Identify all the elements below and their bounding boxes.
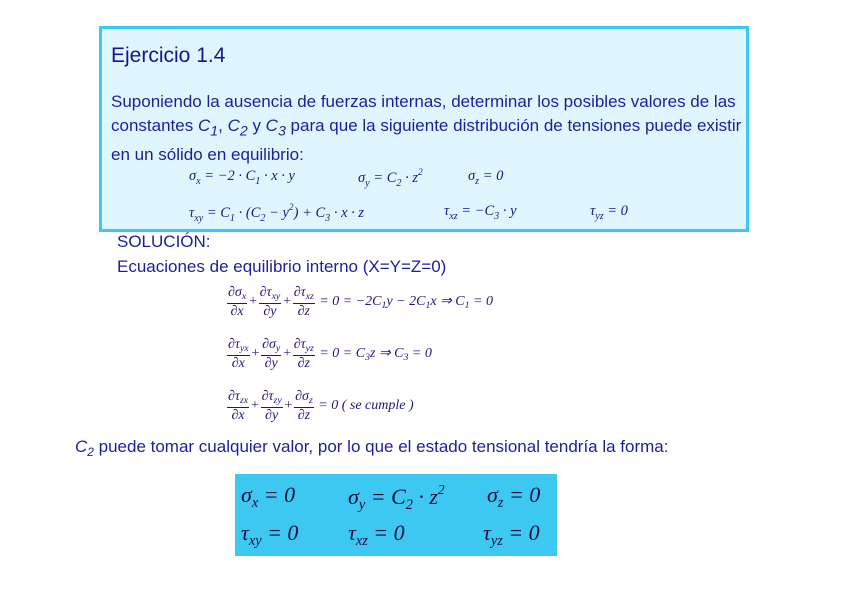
result-sigma-y: $\sigma_y = C_2 \cdot z^2$: [348, 482, 445, 513]
equilibrium-eq-3: $\frac{\partial\tau_{zx}}{\partial x}$ + $\frac{\partial\tau_{zy}}{\partial y}$ + $\frac{\partial\sigma_z}{\partial z}$ = 0 ( se cumple ): [228, 389, 414, 423]
result-tau-yz: $\tau_{yz} = 0$: [483, 520, 540, 549]
result-tau-xy: $\tau_{xy} = 0$: [241, 520, 299, 549]
solution-label: SOLUCIÓN:: [117, 232, 211, 251]
given-tau-xz: $\tau_{xz} = -C_3 \cdot y$: [444, 203, 517, 222]
given-sigma-y: $\sigma_y = C_2 \cdot z^2$: [358, 168, 423, 189]
conclusion-text: $C_2$ puede tomar cualquier valor, por lo que el estado tensional tendría la forma:: [75, 437, 669, 459]
result-sigma-x: $\sigma_x = 0$: [241, 482, 296, 511]
result-tau-xz: $\tau_{xz} = 0$: [348, 520, 405, 549]
given-tau-xy: $\tau_{xy} = C_1 \cdot (C_2 - y^2) + C_3 \cdot x \cdot z$: [189, 203, 365, 224]
given-tau-yz: $\tau_{yz} = 0$: [590, 203, 628, 222]
equilibrium-label: Ecuaciones de equilibrio interno (X=Y=Z=0): [117, 257, 447, 276]
problem-statement: Suponiendo la ausencia de fuerzas internas, determinar los posibles valores de las constantes $C_1$, $C_2$ y $C_3$ para que la siguiente distribución de tensiones puede existir en un sólido en equilibrio:: [111, 92, 742, 165]
equilibrium-eq-1: $\frac{\partial\sigma_x}{\partial x}$ + $\frac{\partial\tau_{xy}}{\partial y}$ + $\frac{\partial\tau_{xz}}{\partial z}$ = $0 = -2C_1y - 2C_1x$ ⇒ $C_1 = 0$: [228, 285, 493, 319]
result-sigma-z: $\sigma_z = 0$: [487, 482, 541, 511]
given-sigma-x: $\sigma_x = -2 \cdot C_1 \cdot x \cdot y$: [189, 168, 295, 187]
exercise-title: Ejercicio 1.4: [111, 44, 226, 67]
equilibrium-eq-2: $\frac{\partial\tau_{yx}}{\partial x}$ + $\frac{\partial\sigma_y}{\partial y}$ + $\frac{\partial\tau_{yz}}{\partial z}$ = $0 = C_3z$ ⇒ $C_3 = 0$: [228, 337, 432, 371]
given-sigma-z: $\sigma_z = 0$: [468, 168, 504, 187]
